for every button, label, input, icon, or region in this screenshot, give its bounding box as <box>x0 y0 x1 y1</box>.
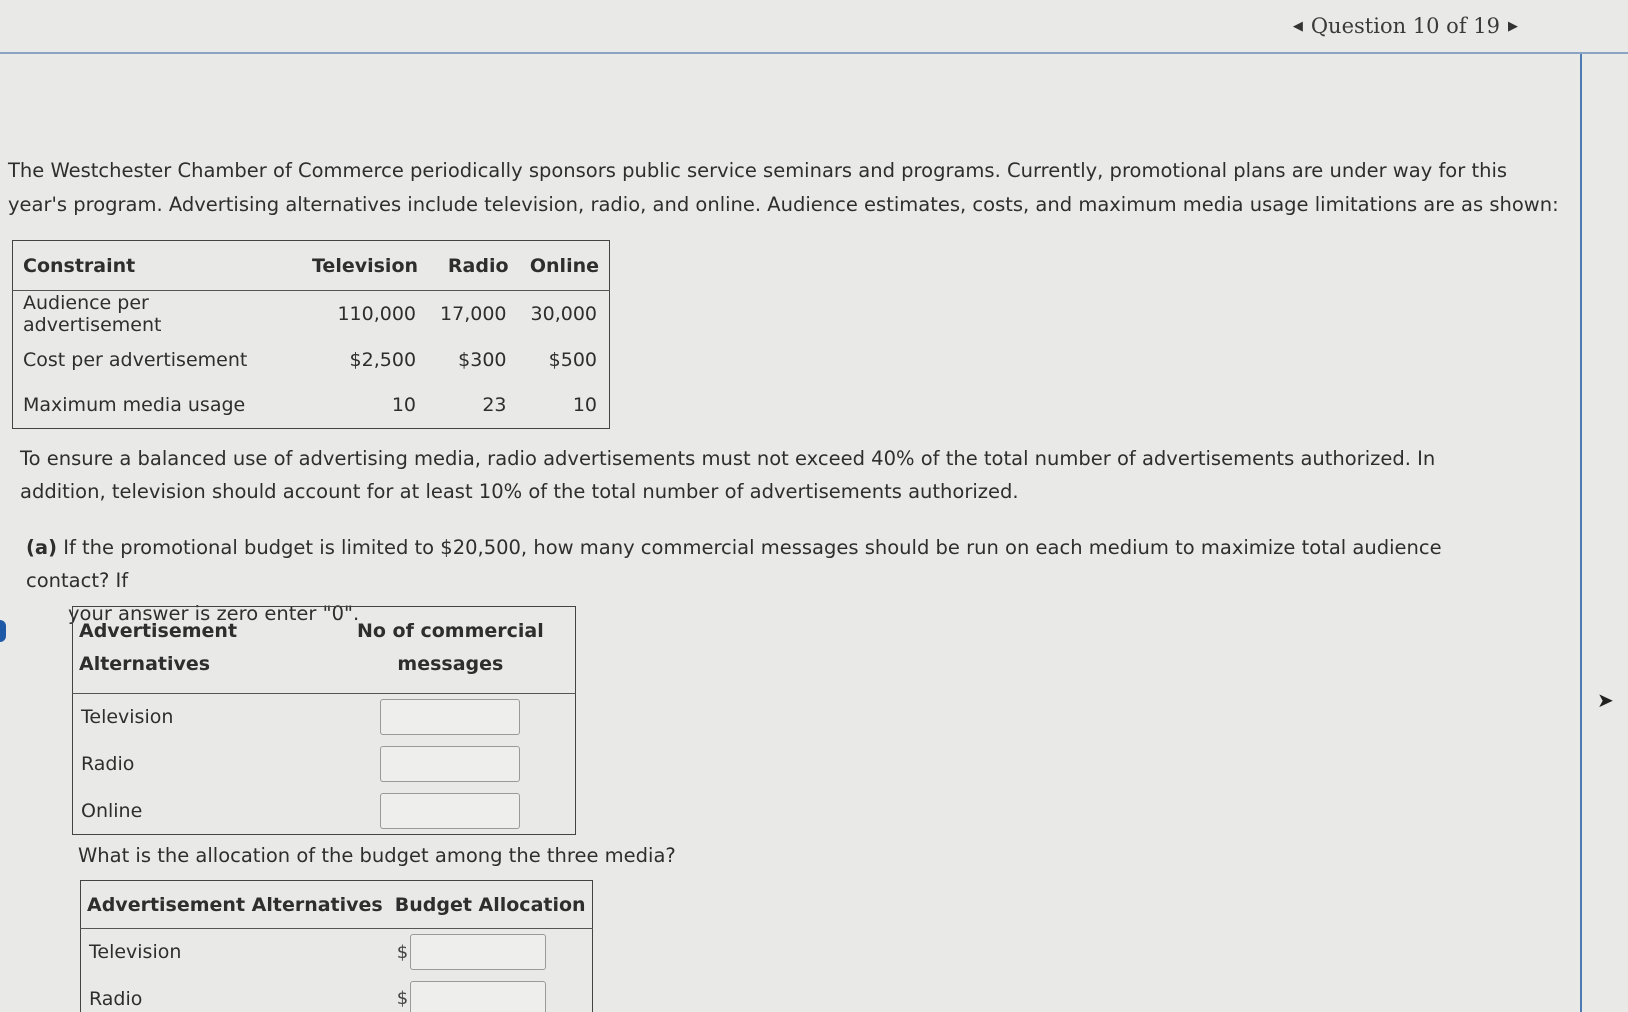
mouse-pointer-icon: ➤ <box>1597 688 1614 712</box>
row-label: Television <box>89 941 182 964</box>
table-header-row <box>81 881 593 929</box>
question-counter: Question 10 of 19 <box>1310 14 1500 38</box>
table-cell: 110,000 <box>337 302 417 325</box>
budget-table <box>80 880 593 1012</box>
table-cell: $500 <box>548 348 597 371</box>
triangle-left-icon[interactable]: ◀ <box>1292 18 1303 34</box>
table-cell: 10 <box>572 394 597 417</box>
online-messages-input[interactable] <box>380 793 520 829</box>
balance-constraint-text: To ensure a balanced use of advertising media, radio advertisements must not exceed 40% of the total number of advertisements authorized. In addition, television should account for at least 10% of the total number of advertisements authorized. <box>20 447 1436 503</box>
table-row <box>13 337 610 383</box>
table-header-row <box>13 241 610 291</box>
currency-symbol: $ <box>396 941 409 963</box>
table-cell: $2,500 <box>349 348 417 371</box>
part-a-text-line1: If the promotional budget is limited to $20,500, how many commercial messages should be run on each medium to maximize total audience contact? If <box>26 536 1442 592</box>
row-label: Maximum media usage <box>23 394 246 417</box>
column-header: Advertisement Alternatives <box>73 607 326 694</box>
table-cell: 30,000 <box>530 302 597 325</box>
row-label: Radio <box>89 987 143 1010</box>
table-row <box>81 929 593 976</box>
table-cell: 17,000 <box>440 302 507 325</box>
column-header: Online <box>519 241 610 291</box>
column-header: Advertisement Alternatives <box>81 881 389 929</box>
table-cell: 23 <box>482 394 507 417</box>
column-header: Radio <box>428 241 518 291</box>
row-label: Audience per advertisement <box>23 291 162 336</box>
currency-symbol: $ <box>396 988 409 1010</box>
constraint-table <box>12 240 610 429</box>
question-navigator <box>1293 14 1518 38</box>
table-row <box>73 788 576 835</box>
column-header: Budget Allocation <box>389 881 592 929</box>
table-cell: $300 <box>458 348 507 371</box>
problem-intro: The Westchester Chamber of Commerce periodically sponsors public service seminars and programs. Currently, promotional plans are under way for this year's program. Advertising alternatives include television, radio, and online. Audience estimates, costs, and maximum media usage limitations are as shown: <box>8 159 1559 216</box>
table-header-row <box>73 607 576 694</box>
side-indicator <box>0 620 6 642</box>
top-bar <box>0 0 1628 54</box>
messages-table <box>72 606 576 835</box>
radio-budget-input[interactable] <box>410 981 546 1012</box>
column-header: Constraint <box>13 241 303 291</box>
row-label: Cost per advertisement <box>23 348 248 371</box>
television-budget-input[interactable] <box>410 934 546 970</box>
table-row <box>13 291 610 337</box>
part-a-label: (a) <box>26 536 57 559</box>
column-header: No of commercial messages <box>326 607 576 694</box>
radio-messages-input[interactable] <box>380 746 520 782</box>
table-row <box>13 383 610 429</box>
row-label: Television <box>81 706 174 729</box>
column-header: Television <box>302 241 428 291</box>
television-messages-input[interactable] <box>380 699 520 735</box>
table-row <box>81 976 593 1012</box>
table-row <box>73 694 576 741</box>
part-a-text-line2: your answer is zero enter "0". <box>68 602 360 625</box>
row-label: Radio <box>81 753 135 775</box>
row-label: Online <box>81 799 143 822</box>
table-cell: 10 <box>391 394 417 417</box>
triangle-right-icon[interactable]: ▶ <box>1508 18 1518 34</box>
table-row <box>73 741 576 788</box>
allocation-question: What is the allocation of the budget among the three media? <box>78 844 676 867</box>
